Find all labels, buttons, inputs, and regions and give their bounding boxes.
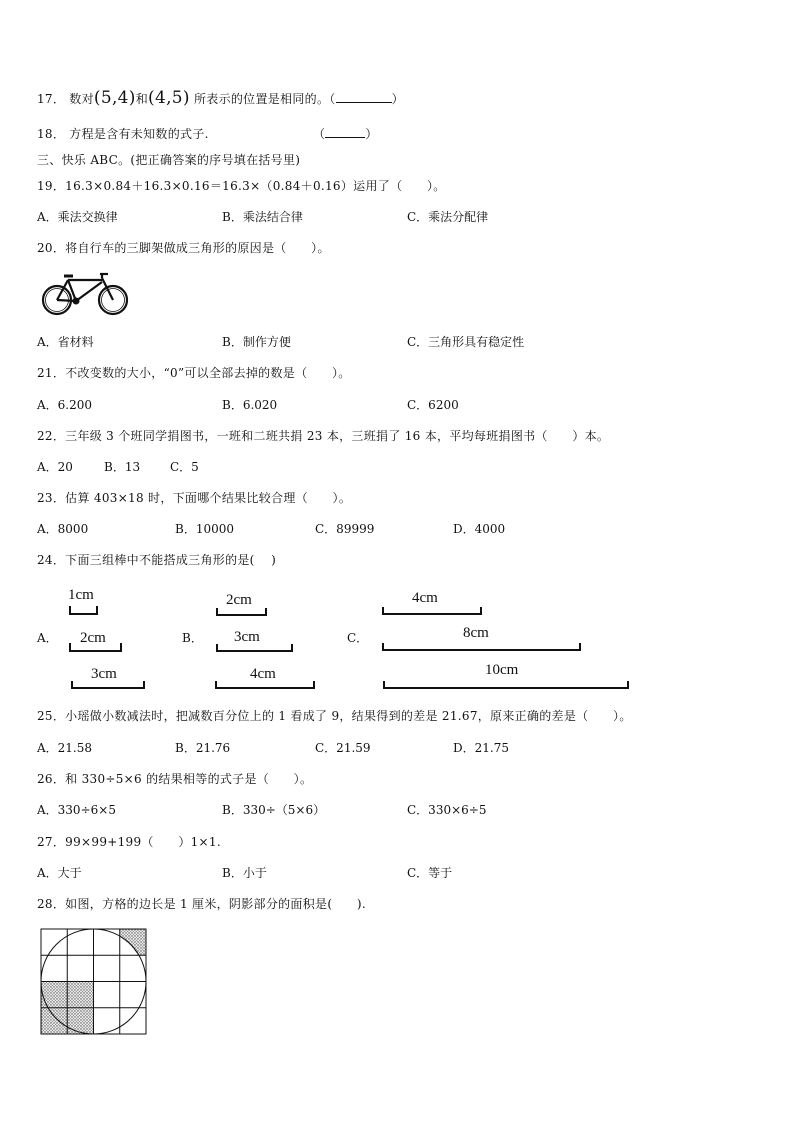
question-text: 方程是含有未知数的式子. [69, 127, 209, 141]
option-a[interactable]: A．6.200 [37, 398, 93, 412]
option-c[interactable]: C．89999 [315, 522, 375, 536]
option-c[interactable]: C．等于 [407, 866, 453, 880]
question-text: 和 [135, 92, 149, 106]
question-text: 所表示的位置是相同的。（ [193, 92, 336, 106]
option-d[interactable]: D．4000 [453, 522, 506, 536]
stick-length-label: 2cm [80, 630, 106, 646]
stick-length-label: 4cm [412, 590, 438, 606]
option-c[interactable]: C．21.59 [315, 741, 371, 755]
option-b[interactable]: B．21.76 [175, 741, 231, 755]
question-25: 25．小瑶做小数减法时，把减数百分位上的 1 看成了 9，结果得到的差是 21.67，原来正确的差是（ ）。 [37, 709, 632, 723]
option-c[interactable]: C．5 [170, 460, 199, 474]
option-a[interactable]: A．大于 [37, 866, 82, 880]
question-28: 28．如图，方格的边长是 1 厘米，阴影部分的面积是( ). [37, 897, 367, 911]
option-a[interactable]: A．8000 [37, 522, 89, 536]
question-text: 数对 [69, 92, 94, 106]
option-c[interactable]: C．6200 [407, 398, 459, 412]
question-text: ） [365, 127, 378, 141]
stick-length-label: 3cm [91, 666, 117, 682]
question-19: 19．16.3×0.84＋16.3×0.16＝16.3×（0.84＋0.16）运用了（ ）。 [37, 179, 446, 193]
section-heading: 三、快乐 ABC。(把正确答案的序号填在括号里) [37, 153, 301, 167]
option-b[interactable]: B．制作方便 [222, 335, 291, 349]
question-24: 24．下面三组棒中不能搭成三角形的是( ) [37, 553, 277, 567]
question-number: 17． [37, 92, 66, 106]
coordinate-pair: (4,5) [148, 88, 190, 108]
option-b[interactable]: B．330÷（5×6） [222, 803, 326, 817]
stick-length-label: 4cm [250, 666, 276, 682]
option-b-label[interactable]: B． [182, 631, 203, 645]
option-b[interactable]: B．13 [104, 460, 141, 474]
option-b[interactable]: B．乘法结合律 [222, 210, 303, 224]
question-21: 21．不改变数的大小，“0”可以全部去掉的数是（ ）。 [37, 366, 351, 380]
option-c[interactable]: C．三角形具有稳定性 [407, 335, 525, 349]
stick-length-label: 8cm [463, 625, 489, 641]
question-23: 23．估算 403×18 时，下面哪个结果比较合理（ ）。 [37, 491, 352, 505]
question-number: 18． [37, 127, 66, 141]
option-d[interactable]: D．21.75 [453, 741, 509, 755]
option-c[interactable]: C．乘法分配律 [407, 210, 489, 224]
question-27: 27．99×99+199（ ）1×1. [37, 835, 221, 849]
option-c[interactable]: C．330×6÷5 [407, 803, 487, 817]
question-text: （ [313, 127, 326, 141]
question-26: 26．和 330÷5×6 的结果相等的式子是（ ）。 [37, 772, 313, 786]
option-b[interactable]: B．10000 [175, 522, 234, 536]
option-a[interactable]: A．21.58 [37, 741, 93, 755]
option-b[interactable]: B．6.020 [222, 398, 278, 412]
question-text: ） [391, 92, 404, 106]
coordinate-pair: (5,4) [93, 88, 136, 108]
option-a[interactable]: A．20 [37, 460, 73, 474]
question-20: 20．将自行车的三脚架做成三角形的原因是（ ）。 [37, 241, 330, 255]
option-a-label[interactable]: A． [37, 631, 58, 645]
stick-length-label: 2cm [226, 592, 252, 608]
stick-length-label: 10cm [485, 662, 519, 678]
grid-circle-shaded-figure [40, 928, 147, 1035]
question-22: 22．三年级 3 个班同学捐图书，一班和二班共捐 23 本，三班捐了 16 本，平均每班捐图书（ ）本。 [37, 429, 610, 443]
stick-length-label: 1cm [68, 587, 94, 603]
option-b[interactable]: B．小于 [222, 866, 267, 880]
option-c-label[interactable]: C． [347, 631, 369, 645]
option-a[interactable]: A．330÷6×5 [37, 803, 116, 817]
stick-length-label: 3cm [234, 629, 260, 645]
option-a[interactable]: A．省材料 [37, 335, 94, 349]
option-a[interactable]: A．乘法交换律 [37, 210, 118, 224]
